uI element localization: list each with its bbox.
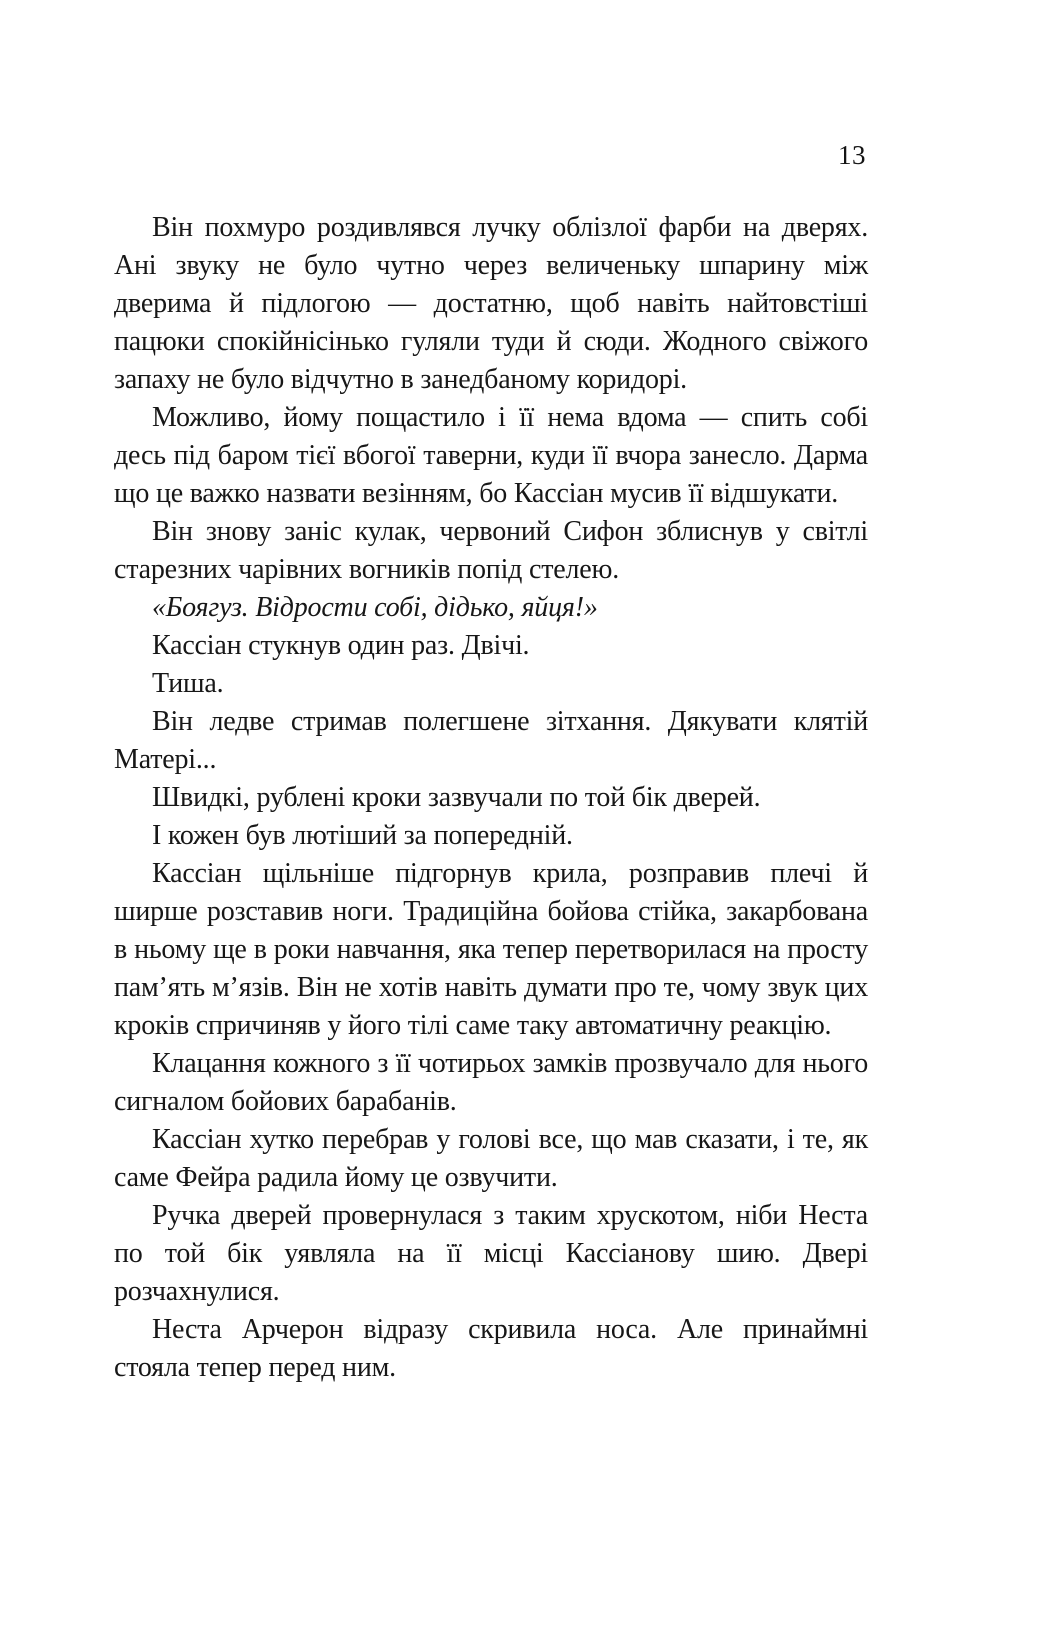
paragraph: Він ледве стримав полегшене зітхання. Дякувати клятій Матері... — [114, 706, 868, 775]
paragraph: Швидкі, рублені кроки зазвучали по той бік дверей. — [152, 782, 761, 813]
paragraph: Кассіан щільніше підгорнув крила, розправив плечі й ширше розставив ноги. Традиційна бойова стійка, закарбована в ньому ще в роки навчання, яка тепер перетворилася на просту пам’ять м’язів. Він не хотів навіть думати про те, чому звук цих кроків спричиняв у його тілі саме таку автоматичну реакцію. — [114, 858, 868, 1041]
paragraph: Тиша. — [152, 668, 224, 699]
paragraph: І кожен був лютіший за попередній. — [152, 820, 573, 851]
paragraph: Ручка дверей провернулася з таким хрускотом, ніби Неста по той бік уявляла на її місці Кассіанову шию. Двері розчахнулися. — [114, 1200, 868, 1307]
paragraph: Він знову заніс кулак, червоний Сифон зблиснув у світлі старезних чарівних вогників попід стелею. — [114, 516, 868, 585]
page-number: 13 — [838, 140, 866, 170]
paragraph: Кассіан стукнув один раз. Двічі. — [152, 630, 530, 661]
paragraph: Клацання кожного з її чотирьох замків прозвучало для нього сигналом бойових барабанів. — [114, 1048, 868, 1117]
paragraph: Неста Арчерон відразу скривила носа. Але принаймні стояла тепер перед ним. — [114, 1314, 868, 1383]
paragraph: Можливо, йому пощастило і її нема вдома — спить собі десь під баром тієї вбогої таверни, куди її вчора занесло. Дарма що це важко назвати везінням, бо Кассіан мусив її відшукати. — [114, 402, 868, 509]
paragraph: Кассіан хутко перебрав у голові все, що мав сказати, і те, як саме Фейра радила йому це озвучити. — [114, 1124, 868, 1193]
paragraph: Він похмуро роздивлявся лучку облізлої фарби на дверях. Ані звуку не було чутно через величеньку шпарину між дверима й підлогою — достатню, щоб навіть найтовстіші пацюки спокійнісінько гуляли туди й сюди. Жодного свіжого запаху не було відчутно в занедбаному коридорі. — [114, 212, 868, 395]
paragraph-inner-monologue: «Боягуз. Відрости собі, дідько, яйця!» — [152, 592, 598, 623]
page-text-block — [114, 209, 868, 1387]
